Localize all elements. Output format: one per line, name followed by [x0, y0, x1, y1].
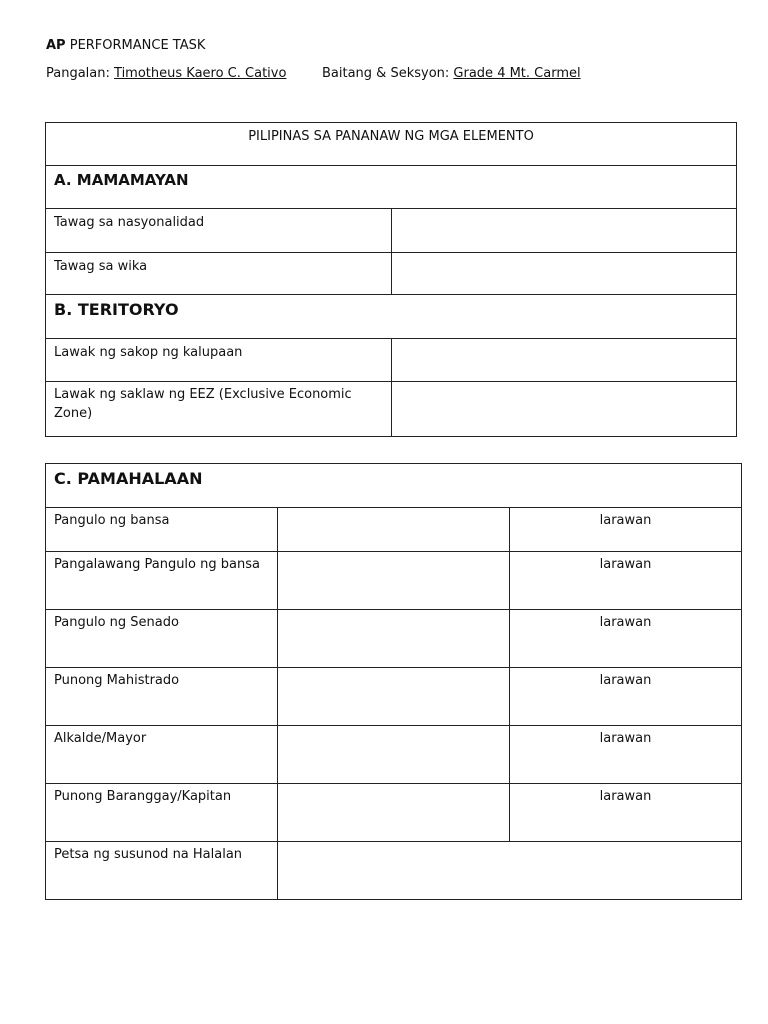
row-label-eez: Lawak ng saklaw ng EEZ (Exclusive Economic Zone)	[46, 382, 392, 437]
section-a-heading: A. MAMAMAYAN	[46, 166, 737, 209]
answer-cell-eez[interactable]	[392, 382, 737, 437]
answer-cell-chief-justice[interactable]	[278, 668, 510, 726]
table-title: PILIPINAS SA PANANAW NG MGA ELEMENTO	[46, 123, 737, 166]
answer-cell-land-area[interactable]	[392, 339, 737, 382]
row-label-chief-justice: Punong Mahistrado	[46, 668, 278, 726]
row-label-land-area: Lawak ng sakop ng kalupaan	[46, 339, 392, 382]
row-label-vice-president: Pangalawang Pangulo ng bansa	[46, 552, 278, 610]
section-value: Grade 4 Mt. Carmel	[453, 66, 581, 81]
name-label: Pangalan:	[46, 66, 110, 81]
answer-cell-mayor[interactable]	[278, 726, 510, 784]
answer-cell-next-election[interactable]	[278, 842, 742, 900]
section-line	[322, 66, 581, 81]
row-label-president: Pangulo ng bansa	[46, 508, 278, 552]
photo-cell-president[interactable]: larawan	[510, 508, 742, 552]
name-line	[46, 66, 286, 81]
section-c-heading: C. PAMAHALAAN	[46, 464, 742, 508]
photo-cell-mayor[interactable]: larawan	[510, 726, 742, 784]
title-bold: AP	[46, 38, 66, 53]
row-label-nationality: Tawag sa nasyonalidad	[46, 209, 392, 253]
title-rest: PERFORMANCE TASK	[65, 38, 206, 53]
answer-cell-barangay-captain[interactable]	[278, 784, 510, 842]
row-label-barangay-captain: Punong Baranggay/Kapitan	[46, 784, 278, 842]
photo-cell-senate-president[interactable]: larawan	[510, 610, 742, 668]
photo-cell-vice-president[interactable]: larawan	[510, 552, 742, 610]
government-table	[45, 463, 742, 900]
name-value: Timotheus Kaero C. Cativo	[114, 66, 287, 81]
row-label-mayor: Alkalde/Mayor	[46, 726, 278, 784]
photo-cell-chief-justice[interactable]: larawan	[510, 668, 742, 726]
row-label-senate-president: Pangulo ng Senado	[46, 610, 278, 668]
answer-cell-language[interactable]	[392, 253, 737, 295]
page-title	[46, 38, 205, 53]
elements-table	[45, 122, 737, 437]
row-label-language: Tawag sa wika	[46, 253, 392, 295]
answer-cell-vice-president[interactable]	[278, 552, 510, 610]
photo-cell-barangay-captain[interactable]: larawan	[510, 784, 742, 842]
section-b-heading: B. TERITORYO	[46, 295, 737, 339]
answer-cell-senate-president[interactable]	[278, 610, 510, 668]
section-label: Baitang & Seksyon:	[322, 66, 450, 81]
answer-cell-president[interactable]	[278, 508, 510, 552]
answer-cell-nationality[interactable]	[392, 209, 737, 253]
row-label-next-election: Petsa ng susunod na Halalan	[46, 842, 278, 900]
